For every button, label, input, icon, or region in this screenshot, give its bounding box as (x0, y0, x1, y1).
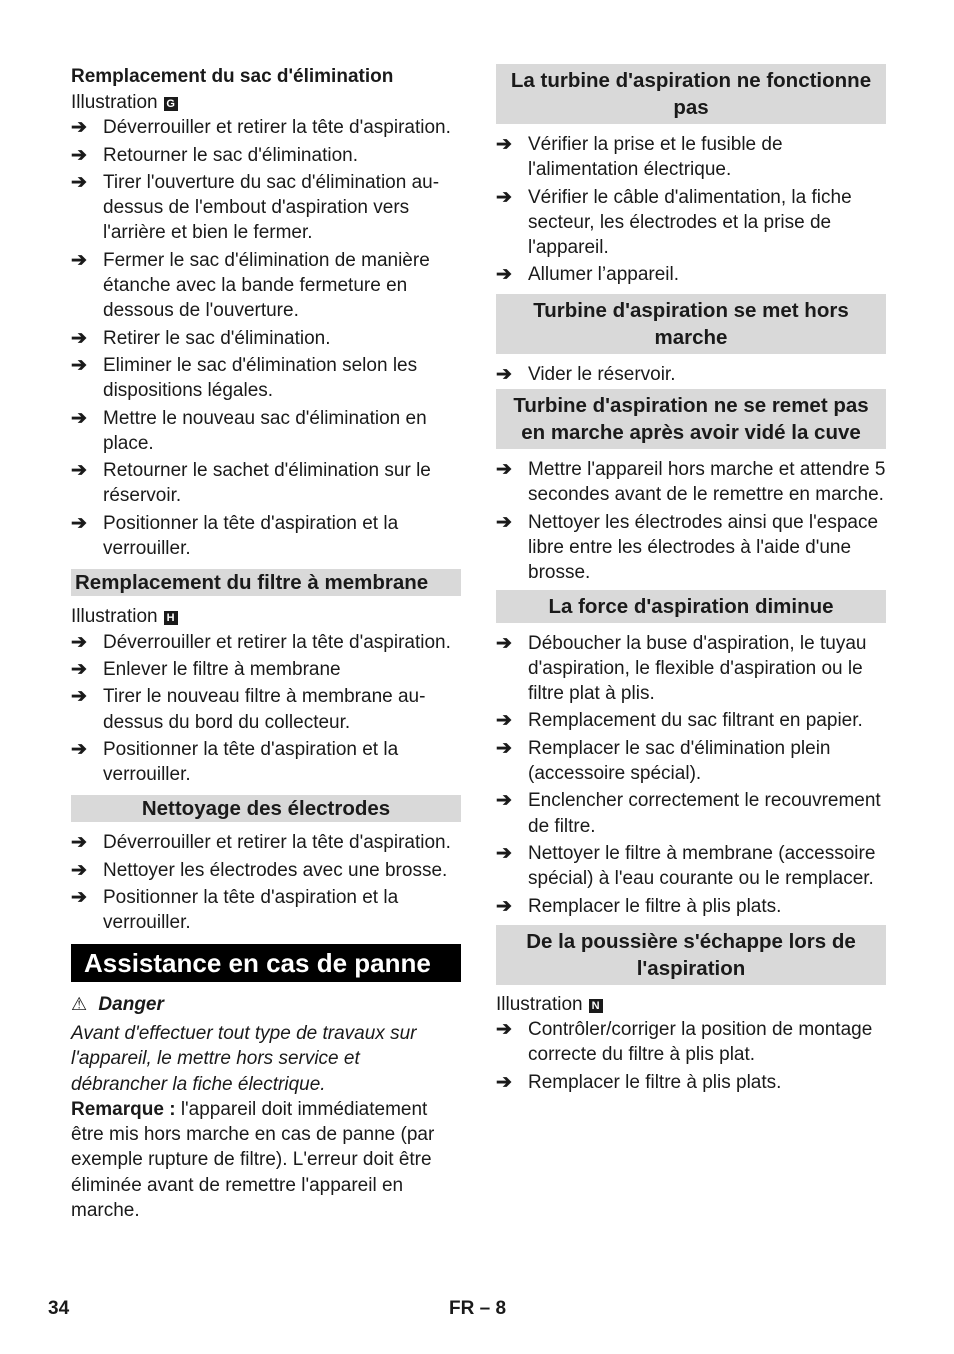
section-title-turbine-switches-off: Turbine d'aspiration se met hors marche (496, 294, 886, 354)
list-item-text: Remplacer le sac d'élimination plein (accessoire spécial). (528, 737, 831, 785)
arrow-right-icon: ➔ (496, 737, 512, 759)
list-item (496, 457, 886, 508)
list-item (71, 885, 461, 936)
list-item-text: Enlever le filtre à membrane (103, 658, 341, 680)
danger-text: Avant d'effectuer tout type de travaux sur l'appareil, le mettre hors service et débrancher la fiche électrique. (71, 1022, 417, 1095)
list-item (496, 1070, 886, 1095)
list-item-text: Retirer le sac d'élimination. (103, 327, 331, 349)
arrow-right-icon: ➔ (496, 459, 512, 481)
arrow-right-icon: ➔ (71, 738, 87, 760)
list-item-text: Mettre l'appareil hors marche et attendre 5 secondes avant de le remettre en marche. (528, 459, 886, 506)
arrow-right-icon: ➔ (71, 859, 87, 881)
list-item (71, 170, 461, 246)
list-item-text: Remplacer le filtre à plis plats. (528, 895, 782, 917)
arrow-right-icon: ➔ (496, 186, 512, 208)
arrow-right-icon: ➔ (71, 686, 87, 708)
turbine-not-working-steps (496, 132, 886, 288)
list-item (496, 132, 886, 183)
illustration-ref-h (71, 604, 461, 629)
section-title-replace-membrane-filter: Remplacement du filtre à membrane (71, 569, 461, 596)
page-number: 34 (48, 1298, 70, 1319)
list-item-text: Remplacer le filtre à plis plats. (528, 1071, 782, 1093)
illustration-h-icon: H (164, 611, 178, 625)
list-item-text: Nettoyer les électrodes ainsi que l'espace libre entre les électrodes à l'aide d'une brosse. (528, 511, 879, 584)
section-title-turbine-no-restart: Turbine d'aspiration ne se remet pas en marche après avoir vidé la cuve (496, 389, 886, 449)
list-item (496, 894, 886, 919)
arrow-right-icon: ➔ (496, 511, 512, 533)
list-item-text: Tirer l'ouverture du sac d'élimination au-dessus de l'embout d'aspiration vers l'arrière et bien le fermer. (103, 171, 440, 244)
turbine-switches-off-steps (496, 362, 886, 387)
list-item (496, 262, 886, 287)
list-item (71, 684, 461, 735)
replace-bag-steps (71, 115, 461, 561)
list-item (71, 657, 461, 682)
list-item (71, 353, 461, 404)
list-item-text: Déboucher la buse d'aspiration, le tuyau d'aspiration, le flexible d'aspiration ou le filtre plat à plis. (528, 632, 867, 705)
danger-label: Danger (98, 993, 164, 1015)
list-item (496, 185, 886, 261)
illustration-label: Illustration (71, 92, 158, 113)
section-title-suction-decreases: La force d'aspiration diminue (496, 590, 886, 623)
dust-escapes-steps (496, 1017, 886, 1095)
illustration-label: Illustration (71, 606, 158, 628)
list-item (496, 736, 886, 787)
list-item-text: Déverrouiller et retirer la tête d'aspiration. (103, 832, 451, 854)
illustration-n-icon: N (589, 999, 603, 1013)
arrow-right-icon: ➔ (71, 117, 87, 139)
clean-electrodes-steps (71, 830, 461, 935)
list-item-text: Eliminer le sac d'élimination selon les dispositions légales. (103, 354, 418, 402)
arrow-right-icon: ➔ (71, 460, 87, 482)
arrow-right-icon: ➔ (71, 887, 87, 909)
section-title-dust-escapes: De la poussière s'échappe lors de l'aspiration (496, 925, 886, 985)
list-item-text: Déverrouiller et retirer la tête d'aspiration. (103, 631, 451, 653)
arrow-right-icon: ➔ (496, 134, 512, 155)
arrow-right-icon: ➔ (496, 363, 512, 385)
warning-triangle-icon: ⚠ (71, 993, 88, 1014)
list-item-text: Allumer l’appareil. (528, 264, 680, 286)
list-item-text: Remplacement du sac filtrant en papier. (528, 710, 863, 732)
arrow-right-icon: ➔ (496, 1019, 512, 1041)
list-item (71, 143, 461, 168)
left-column (71, 64, 461, 1223)
note-text: l'appareil doit immédiatement être mis hors marche en cas de panne (par exemple rupture de filtre). L'erreur doit être éliminée avant de remettre l'appareil en marche. (71, 1098, 435, 1221)
arrow-right-icon: ➔ (496, 710, 512, 732)
list-item (496, 510, 886, 586)
arrow-right-icon: ➔ (496, 895, 512, 917)
list-item (71, 326, 461, 351)
arrow-right-icon: ➔ (496, 264, 512, 286)
list-item-text: Vérifier le câble d'alimentation, la fiche secteur, les électrodes et la prise de l'appareil. (528, 186, 852, 259)
illustration-ref-n (496, 992, 886, 1017)
note-paragraph (71, 1097, 461, 1223)
list-item (71, 630, 461, 655)
section-title-replace-bag: Remplacement du sac d'élimination (71, 66, 394, 87)
illustration-g-icon: G (164, 97, 178, 111)
section-title-turbine-not-working: La turbine d'aspiration ne fonctionne pas (496, 64, 886, 124)
arrow-right-icon: ➔ (71, 171, 87, 193)
list-item (71, 458, 461, 509)
arrow-right-icon: ➔ (71, 327, 87, 349)
list-item-text: Déverrouiller et retirer la tête d'aspiration. (103, 117, 451, 139)
arrow-right-icon: ➔ (71, 407, 87, 429)
list-item-text: Vérifier la prise et le fusible de l'alimentation électrique. (528, 134, 783, 181)
list-item-text: Contrôler/corriger la position de montage correcte du filtre à plis plat. (528, 1019, 873, 1066)
list-item (71, 248, 461, 324)
list-item-text: Retourner le sachet d'élimination sur le réservoir. (103, 460, 431, 507)
list-item (496, 841, 886, 892)
turbine-no-restart-steps (496, 457, 886, 585)
right-column (496, 64, 886, 1097)
list-item (496, 788, 886, 839)
list-item-text: Enclencher correctement le recouvrement de filtre. (528, 790, 881, 837)
arrow-right-icon: ➔ (71, 832, 87, 854)
arrow-right-icon: ➔ (496, 842, 512, 864)
list-item-text: Nettoyer les électrodes avec une brosse. (103, 859, 448, 881)
list-item (496, 1017, 886, 1068)
list-item (71, 115, 461, 140)
arrow-right-icon: ➔ (71, 249, 87, 271)
list-item-text: Fermer le sac d'élimination de manière étanche avec la bande fermeture en dessous de l'ouverture. (103, 249, 430, 322)
list-item-text: Tirer le nouveau filtre à membrane au-dessus du bord du collecteur. (103, 686, 426, 733)
list-item (71, 511, 461, 562)
suction-decreases-steps (496, 631, 886, 919)
list-item (71, 737, 461, 788)
arrow-right-icon: ➔ (71, 631, 87, 653)
illustration-ref-g (71, 90, 461, 115)
arrow-right-icon: ➔ (71, 354, 87, 376)
danger-heading (71, 992, 461, 1017)
arrow-right-icon: ➔ (496, 790, 512, 812)
replace-membrane-steps (71, 630, 461, 788)
arrow-right-icon: ➔ (71, 512, 87, 534)
note-label: Remarque : (71, 1098, 176, 1120)
section-page-label: FR – 8 (449, 1298, 507, 1319)
arrow-right-icon: ➔ (71, 144, 87, 166)
list-item (71, 406, 461, 457)
arrow-right-icon: ➔ (496, 632, 512, 654)
list-item-text: Mettre le nouveau sac d'élimination en place. (103, 407, 427, 454)
list-item (71, 830, 461, 855)
list-item-text: Positionner la tête d'aspiration et la verrouiller. (103, 887, 399, 934)
illustration-label: Illustration (496, 993, 583, 1015)
section-title-clean-electrodes: Nettoyage des électrodes (71, 795, 461, 822)
list-item (496, 362, 886, 387)
list-item (496, 708, 886, 733)
arrow-right-icon: ➔ (71, 658, 87, 680)
list-item-text: Positionner la tête d'aspiration et la verrouiller. (103, 738, 399, 786)
list-item-text: Vider le réservoir. (528, 363, 676, 385)
arrow-right-icon: ➔ (496, 1071, 512, 1093)
list-item-text: Positionner la tête d'aspiration et la verrouiller. (103, 512, 399, 560)
list-item-text: Nettoyer le filtre à membrane (accessoire spécial) à l'eau courante ou le remplacer. (528, 842, 876, 890)
list-item-text: Retourner le sac d'élimination. (103, 144, 358, 166)
list-item (71, 858, 461, 883)
list-item (496, 631, 886, 707)
chapter-title-troubleshooting: Assistance en cas de panne (71, 944, 461, 982)
